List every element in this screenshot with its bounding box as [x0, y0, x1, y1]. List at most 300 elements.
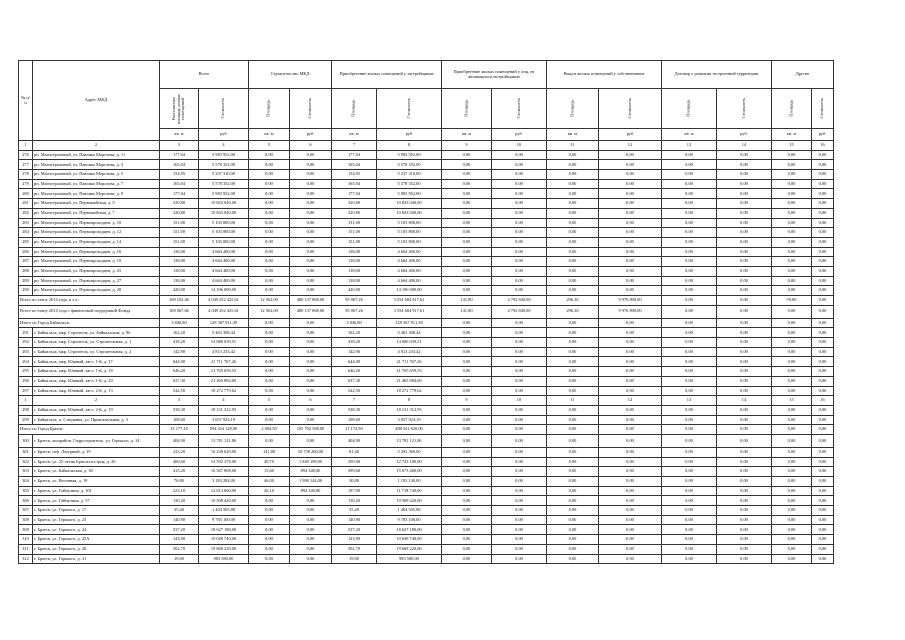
table-cell: 0,00	[812, 415, 834, 425]
table-cell: 0,00	[812, 179, 834, 189]
table-row	[19, 477, 834, 487]
summary-row	[19, 318, 834, 328]
column-number: 8	[377, 396, 442, 406]
table-cell: 140,90	[332, 515, 377, 525]
table-cell: 0,00	[290, 199, 332, 209]
table-cell: 0,00	[547, 150, 599, 160]
table-row	[19, 170, 834, 180]
table-cell: 420,00	[160, 286, 199, 296]
table-cell: 5 983 952,00	[199, 189, 249, 199]
address-cell: г. Братск, ул. Горького, д. 25А	[33, 535, 160, 545]
table-cell: 76,80	[160, 477, 199, 487]
unit-area: кв. м	[442, 129, 492, 141]
table-cell: 0,00	[290, 318, 332, 328]
table-cell: 0,00	[442, 405, 492, 415]
table-cell: 0,00	[492, 477, 547, 487]
table-cell: 0,00	[812, 347, 834, 357]
address-cell: рп. Магистральный, ул. Первопроходцев, д. 28	[33, 286, 160, 296]
table-cell: 140,90	[160, 515, 199, 525]
table-cell: 0,00	[442, 415, 492, 425]
table-cell: 46,00	[249, 477, 290, 487]
table-cell: 0,00	[599, 386, 662, 396]
address-cell: г. Байкальск, мкр. Южный, кв-л. 1-й, д. 17	[33, 357, 160, 367]
table-cell: 0,00	[599, 208, 662, 218]
table-cell: 0,00	[599, 434, 662, 447]
table-cell: 11 718 740,00	[377, 486, 442, 496]
table-cell: 0,00	[547, 554, 599, 564]
table-cell: 0,00	[717, 257, 772, 267]
table-cell: 138,00	[332, 247, 377, 257]
table-cell: 0,00	[812, 425, 834, 435]
subheader-total-cost: Стоимость	[199, 89, 249, 129]
table-cell: 0,00	[662, 347, 717, 357]
table-cell: 0,00	[717, 425, 772, 435]
table-cell: 0,00	[492, 170, 547, 180]
table-cell: 0,00	[662, 496, 717, 506]
table-cell: 0,00	[492, 247, 547, 257]
table-cell: 108 102,46	[160, 296, 199, 306]
table-cell: 0,00	[662, 286, 717, 296]
table-cell: 16 567 808,00	[199, 467, 249, 477]
table-cell: 0,00	[547, 257, 599, 267]
table-cell: 0,00	[812, 434, 834, 447]
row-number: 309	[19, 525, 33, 535]
summary-label: Всего по этапу 2014 года, в т.ч.:	[19, 296, 160, 306]
table-cell: 129 367 911,39	[377, 318, 442, 328]
table-cell: 0,00	[290, 179, 332, 189]
table-row	[19, 199, 834, 209]
row-number: 300	[19, 434, 33, 447]
table-cell: 502,70	[332, 544, 377, 554]
column-number: 2	[33, 396, 160, 406]
table-cell: 0,00	[717, 467, 772, 477]
table-cell: 5 103 800,00	[199, 237, 249, 247]
table-cell: 0,00	[492, 276, 547, 286]
table-cell: 0,00	[249, 199, 290, 209]
table-cell: 480 137 868,00	[290, 296, 332, 306]
table-cell: 0,00	[249, 515, 290, 525]
table-cell: 0,00	[442, 515, 492, 525]
table-row	[19, 286, 834, 296]
table-cell: 0,00	[662, 554, 717, 564]
table-cell: 0,00	[492, 199, 547, 209]
table-cell: 0,00	[442, 257, 492, 267]
table-cell: 5 578 352,00	[199, 160, 249, 170]
table-cell: 9 783 100,00	[199, 515, 249, 525]
column-number: 15	[772, 396, 812, 406]
row-number: 298	[19, 405, 33, 415]
table-cell: 3 554 604 917,61	[377, 305, 442, 318]
table-cell: 0,00	[249, 506, 290, 516]
row-number: 277	[19, 160, 33, 170]
table-row	[19, 554, 834, 564]
table-cell: 0,00	[812, 228, 834, 238]
unit-area: кв. м	[160, 129, 199, 141]
table-row	[19, 160, 834, 170]
table-cell: 18 627 180,00	[377, 525, 442, 535]
table-cell: 14 086 039,51	[199, 338, 249, 348]
table-cell: 108,60	[332, 415, 377, 425]
table-cell: 0,00	[547, 318, 599, 328]
table-cell: 0,00	[812, 477, 834, 487]
table-cell: 0,00	[492, 544, 547, 554]
address-cell: рп. Магистральный, ул. Первопроходцев, д. 10	[33, 218, 160, 228]
row-number: 308	[19, 515, 33, 525]
table-cell: 0,00	[249, 554, 290, 564]
table-cell: 0,00	[492, 150, 547, 160]
table-cell: 0,00	[812, 496, 834, 506]
subheader-cost: Стоимость	[599, 89, 662, 129]
table-cell: 0,00	[717, 296, 772, 306]
table-cell: 130,20	[160, 496, 199, 506]
table-cell: 0,00	[717, 506, 772, 516]
row-number: 288	[19, 266, 33, 276]
table-cell: 95 067,26	[332, 305, 377, 318]
table-cell: 0,00	[772, 367, 812, 377]
table-cell: 0,00	[662, 318, 717, 328]
table-cell: 0,00	[812, 318, 834, 328]
table-row	[19, 179, 834, 189]
table-cell: 0,00	[772, 266, 812, 276]
table-cell: 0,00	[662, 447, 717, 457]
table-cell: 10 048 740,00	[377, 535, 442, 545]
table-cell: 0,00	[442, 328, 492, 338]
table-cell: 16 230 620,00	[199, 447, 249, 457]
column-number: 4	[199, 396, 249, 406]
table-cell: 0,00	[442, 544, 492, 554]
table-cell: 0,00	[249, 286, 290, 296]
table-cell: 0,00	[290, 276, 332, 286]
table-row	[19, 357, 834, 367]
table-cell: 5 103 800,00	[199, 228, 249, 238]
table-cell: 5 578 352,00	[377, 160, 442, 170]
address-cell: рп. Магистральный, ул. Павлика Морозова, д. 5	[33, 170, 160, 180]
table-cell: 0,00	[599, 179, 662, 189]
table-cell: 418,20	[332, 338, 377, 348]
table-cell: 0,00	[599, 405, 662, 415]
column-number: 2	[33, 141, 160, 151]
column-number: 16	[812, 396, 834, 406]
table-cell: 19 668 220,00	[199, 544, 249, 554]
unit-rub: руб	[199, 129, 249, 141]
table-cell: 21 765 659,53	[377, 367, 442, 377]
table-cell: 3 183 284,00	[199, 477, 249, 487]
table-cell: 0,00	[662, 247, 717, 257]
column-number: 11	[547, 141, 599, 151]
table-cell: 0,00	[717, 237, 772, 247]
address-cell: г. Братск, ул. Горького, д. 23	[33, 515, 160, 525]
table-cell: 18 272 779,62	[377, 386, 442, 396]
table-cell: 0,00	[547, 160, 599, 170]
table-cell: 0,00	[662, 199, 717, 209]
table-cell: 0,00	[599, 506, 662, 516]
table-cell: 0,00	[772, 208, 812, 218]
table-cell: 0,00	[492, 357, 547, 367]
address-cell: рп. Магистральный, ул. Первопроходцев, д. 27	[33, 276, 160, 286]
table-cell: 0,00	[547, 347, 599, 357]
table-cell: 0,00	[717, 150, 772, 160]
subheader-cost: Стоимость	[812, 89, 834, 129]
table-cell: 0,00	[772, 199, 812, 209]
table-cell: 0,00	[249, 276, 290, 286]
group-header-developer-purchase: Приобретение жилых помещений у застройщиков	[332, 61, 442, 89]
table-cell: 0,00	[249, 338, 290, 348]
table-cell: 404,90	[160, 434, 199, 447]
table-cell: 151,00	[160, 228, 199, 238]
column-number: 12	[599, 396, 662, 406]
table-cell: 0,00	[547, 525, 599, 535]
table-cell: 0,00	[662, 376, 717, 386]
subheader-cost: Стоимость	[377, 89, 442, 129]
table-cell: 4 664 400,00	[377, 257, 442, 267]
table-cell: 646,20	[332, 367, 377, 377]
table-row	[19, 457, 834, 467]
table-cell: 0,00	[662, 160, 717, 170]
row-number: 297	[19, 386, 33, 396]
table-cell: 0,00	[547, 276, 599, 286]
table-cell: 0,00	[812, 257, 834, 267]
table-cell: 5 103 800,00	[199, 218, 249, 228]
unit-rub: руб.	[290, 129, 332, 141]
table-cell: 165,04	[332, 160, 377, 170]
table-cell: 0,00	[290, 237, 332, 247]
table-cell: 19,80	[160, 554, 199, 564]
row-number: 283	[19, 218, 33, 228]
table-cell: 0,00	[717, 179, 772, 189]
table-cell: 0,00	[492, 328, 547, 338]
column-number-row	[19, 141, 834, 151]
table-cell: 4 792 840,00	[492, 305, 547, 318]
table-cell: 108 067,66	[160, 305, 199, 318]
table-cell: 141,80	[249, 447, 290, 457]
table-cell: 0,00	[812, 208, 834, 218]
table-row	[19, 525, 834, 535]
table-cell: 0,00	[772, 506, 812, 516]
table-cell: 162,20	[160, 328, 199, 338]
table-cell: 0,00	[442, 386, 492, 396]
table-cell: 0,00	[547, 544, 599, 554]
table-cell: 0,00	[249, 357, 290, 367]
table-cell: 0,00	[249, 170, 290, 180]
table-cell: 0,00	[442, 338, 492, 348]
table-row	[19, 347, 834, 357]
table-cell: 0,00	[772, 405, 812, 415]
table-cell: 0,00	[772, 228, 812, 238]
address-cell: г. Байкальск, мкр. Южный, кв-л. 1-й, д. 18	[33, 367, 160, 377]
table-cell: 0,00	[442, 218, 492, 228]
table-cell: 12 562,00	[249, 305, 290, 318]
table-cell: 0,00	[812, 544, 834, 554]
table-cell: 4 049 252 425,61	[199, 296, 249, 306]
table-cell: 5 237 310,00	[377, 170, 442, 180]
table-cell: 0,00	[812, 535, 834, 545]
table-cell: 0,00	[249, 160, 290, 170]
table-cell: 0,00	[662, 266, 717, 276]
table-cell: 0,00	[812, 276, 834, 286]
table-cell: 0,00	[717, 554, 772, 564]
table-cell: 0,00	[290, 535, 332, 545]
table-cell: 0,00	[772, 338, 812, 348]
table-cell: 0,00	[249, 405, 290, 415]
row-number: 310	[19, 535, 33, 545]
table-row	[19, 386, 834, 396]
table-cell: 0,00	[662, 515, 717, 525]
table-cell: 0,00	[772, 515, 812, 525]
table-cell: 0,00	[599, 347, 662, 357]
table-cell: 1 990 144,00	[290, 477, 332, 487]
table-cell: 165,04	[332, 179, 377, 189]
table-cell: 983 580,00	[199, 554, 249, 564]
table-cell: 0,00	[249, 496, 290, 506]
table-row	[19, 367, 834, 377]
table-cell: 0,00	[772, 496, 812, 506]
table-cell: 983 580,00	[377, 554, 442, 564]
col-header-num: № п/п	[19, 61, 33, 141]
table-cell: 10 843 040,00	[199, 208, 249, 218]
table-cell: 0,00	[772, 160, 812, 170]
table-cell: 399,60	[332, 467, 377, 477]
table-cell: 0,00	[442, 179, 492, 189]
table-cell: 0,00	[812, 237, 834, 247]
row-number: 311	[19, 544, 33, 554]
table-cell: 138,00	[332, 276, 377, 286]
address-cell: рп. Магистральный, ул. Первопроходцев, д. 19	[33, 257, 160, 267]
table-row	[19, 218, 834, 228]
table-cell: 4 664 400,00	[199, 266, 249, 276]
table-cell: 10 843 040,00	[199, 199, 249, 209]
table-cell: 0,00	[662, 170, 717, 180]
table-cell: 0,00	[812, 554, 834, 564]
table-cell: 0,00	[717, 544, 772, 554]
table-cell: 14 196 000,00	[199, 286, 249, 296]
table-cell: 9 783 100,00	[377, 515, 442, 525]
row-number: 301	[19, 447, 33, 457]
table-cell: 0,00	[717, 405, 772, 415]
table-cell: 0,00	[547, 376, 599, 386]
unit-rub: руб.	[717, 129, 772, 141]
table-cell: 13 177,10	[160, 425, 199, 435]
table-cell: 0,00	[290, 189, 332, 199]
address-cell: г. Братск, ул. Горького, д. 26	[33, 544, 160, 554]
table-cell: 0,00	[547, 218, 599, 228]
table-row	[19, 535, 834, 545]
table-cell: 0,00	[772, 189, 812, 199]
table-cell: 0,00	[717, 338, 772, 348]
table-cell: 0,00	[717, 199, 772, 209]
address-cell: рп. Магистральный, ул. Первопроходцев, д. 12	[33, 228, 160, 238]
table-cell: 5 103 800,00	[377, 218, 442, 228]
table-cell: 0,00	[290, 376, 332, 386]
group-header-buyout: Выкуп жилых помещений у собственников	[547, 61, 662, 89]
table-cell: 0,00	[812, 286, 834, 296]
table-cell: 197,00	[332, 486, 377, 496]
table-cell: 644,00	[160, 357, 199, 367]
table-cell: 0,00	[772, 457, 812, 467]
address-cell: рп. Магистральный, ул. Первомайская, д. 5	[33, 199, 160, 209]
column-number: 4	[199, 141, 249, 151]
table-cell: 15,60	[249, 467, 290, 477]
table-cell: 0,00	[442, 276, 492, 286]
table-cell: 0,00	[662, 506, 717, 516]
table-cell: 2 004,50	[249, 425, 290, 435]
table-cell: 894 348,00	[290, 467, 332, 477]
table-cell: 0,00	[442, 467, 492, 477]
table-cell: 0,00	[662, 208, 717, 218]
table-cell: 0,00	[249, 535, 290, 545]
table-cell: 0,00	[772, 447, 812, 457]
table-cell: 0,00	[812, 199, 834, 209]
table-cell: 0,00	[717, 208, 772, 218]
table-cell: 0,00	[492, 179, 547, 189]
subheader-area: Площадь	[547, 89, 599, 129]
table-row	[19, 189, 834, 199]
column-number: 10	[492, 396, 547, 406]
table-cell: 0,00	[290, 357, 332, 367]
table-cell: 165,04	[160, 179, 199, 189]
table-cell: 0,00	[717, 457, 772, 467]
table-cell: 143,90	[160, 535, 199, 545]
table-cell: 0,00	[290, 286, 332, 296]
table-cell: 0,00	[599, 170, 662, 180]
column-number: 5	[249, 396, 290, 406]
table-cell: 138,00	[332, 257, 377, 267]
table-cell: 21 765 659,53	[199, 367, 249, 377]
table-cell: 0,00	[717, 328, 772, 338]
table-cell: 26,10	[249, 486, 290, 496]
table-cell: 0,00	[812, 376, 834, 386]
table-cell: 49,70	[249, 457, 290, 467]
table-cell: 5 463 308,44	[199, 328, 249, 338]
table-cell: 0,00	[662, 179, 717, 189]
table-cell: 5 578 352,00	[199, 179, 249, 189]
table-cell: 0,00	[547, 467, 599, 477]
table-cell: 0,00	[662, 237, 717, 247]
table-cell: 0,00	[717, 305, 772, 318]
table-cell: 165,04	[160, 160, 199, 170]
table-cell: 0,00	[547, 486, 599, 496]
table-cell: 177,04	[160, 150, 199, 160]
table-cell: 9 976 800,00	[599, 296, 662, 306]
table-cell: 320,80	[332, 208, 377, 218]
table-cell: 0,00	[249, 189, 290, 199]
table-cell: 0,00	[492, 286, 547, 296]
subheader-area: Площадь	[249, 89, 290, 129]
row-number: 294	[19, 357, 33, 367]
table-cell: 0,00	[599, 457, 662, 467]
table-cell: 35,40	[160, 506, 199, 516]
table-cell: 154,95	[160, 170, 199, 180]
table-cell: 0,00	[547, 496, 599, 506]
column-number: 14	[717, 396, 772, 406]
table-cell: 0,00	[249, 257, 290, 267]
subheader-area: Площадь	[772, 89, 812, 129]
table-cell: 151,00	[160, 218, 199, 228]
table-cell: 0,00	[290, 228, 332, 238]
table-cell: 0,00	[662, 467, 717, 477]
table-row	[19, 506, 834, 516]
table-cell: 0,00	[662, 150, 717, 160]
table-cell: 0,00	[717, 496, 772, 506]
subheader-cost: Стоимость	[717, 89, 772, 129]
table-cell: 0,00	[599, 515, 662, 525]
table-cell: 0,00	[812, 486, 834, 496]
unit-rub: руб	[599, 129, 662, 141]
table-cell: 0,00	[717, 367, 772, 377]
unit-area: кв. м	[772, 129, 812, 141]
table-cell: 0,00	[290, 506, 332, 516]
table-cell: 0,00	[492, 237, 547, 247]
row-number: 289	[19, 276, 33, 286]
